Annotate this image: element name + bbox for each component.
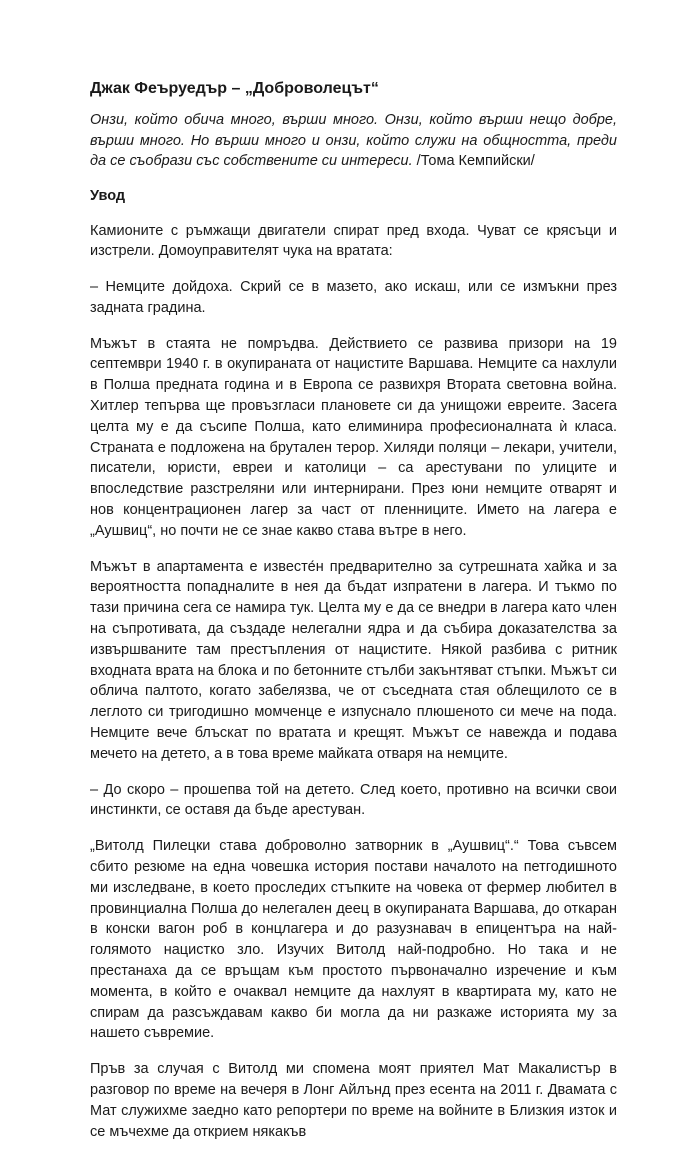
epigraph-quote: Онзи, който обича много, върши много. Онзи, който върши нещо добре, върши много. Но върши много и онзи, който служи на общността, преди да се съобрази със собствените си интереси.: [90, 112, 617, 169]
paragraph-7: Пръв за случая с Витолд ми спомена моят приятел Мат Макалистър в разговор по време на вечеря в Лонг Айлънд през есента на 2011 г. Двамата с Мат служихме заедно като репортери по време на войните в Близкия изток и се мъчехме да открием някакъв: [90, 1061, 617, 1140]
paragraph-4: Мъжът в апартамента е известе́н предварително за сутрешната хайка и за вероятността попадналите в нея да бъдат изпратени в лагера. И тъкмо по тази причина сега се намира тук. Целта му е да се внедри в лагера като член на съпротивата, да създаде нелегални ядра и да събира доказателства за извършваните там престъпления от нацистите. Някой разбива с ритник входната врата на блока и по бетонните стълби закънтяват стъпки. Мъжът си облича палтото, когато забелязва, че от съседната стая облещилото се в леглото си тригодишно момченце е изпуснало плюшеното си мече на пода. Немците вече блъскат по вратата и крещят. Мъжът се навежда и подава мечето на детето, а в това време майката отваря на немците.: [90, 558, 617, 762]
document-title: Джак Феъруедър – „Доброволецът“: [90, 80, 379, 97]
paragraph-3: Мъжът в стаята не помръдва. Действието се развива призори на 19 септември 1940 г. в окупираната от нацистите Варшава. Немците са нахлули в Полша предната година и в Европа се развихря Втората световна война. Хитлер тепърва ще провъзгласи плановете си да унищожи евреите. Засега целта му е да съсипе Полша, като елиминира професионалната ѝ класа. Страната е подложена на брутален терор. Хиляди поляци – лекари, учители, писатели, юристи, евреи и католици – са арестувани по улиците и впоследствие разстреляни или интернирани. През юни немците отварят и нов концентрационен лагер за част от пленниците. Името на лагера е „Аушвиц“, но почти не се знае какво става вътре в него.: [90, 335, 617, 539]
document-page: [90, 78, 617, 1157]
paragraph-2: – Немците дойдоха. Скрий се в мазето, ако искаш, или се измъкни през задната градина.: [90, 279, 617, 316]
paragraph-6: „Витолд Пилецки става доброволно затворник в „Аушвиц“.“ Това съвсем сбито резюме на една човешка история постави началото на петгодишното ми изследване, в което проследих стъпките на човека от фермер любител в провинциална Полша до нелегален деец в окупираната Варшава, до откаран в конски вагон роб в концлагера и до разузнавач в епицентъра на най-голямото нацистко зло. Изучих Витолд най-подробно. Но така и не престанаха да се връщам към простото първоначално изречение и към момента, в който е очаквал немците да нахлуят в квартирата му, като не спирам да разсъждавам какво би могла да ни разкаже историята му за нашето съвремие.: [90, 838, 617, 1042]
epigraph: [90, 110, 617, 172]
section-heading: Увод: [90, 187, 126, 204]
paragraph-1: Камионите с ръмжащи двигатели спират пред входа. Чуват се крясъци и изстрели. Домоуправителят чука на вратата:: [90, 222, 617, 260]
epigraph-attribution: /Тома Кемпийски/: [412, 153, 535, 169]
paragraph-5: – До скоро – прошепва той на детето. След което, противно на всички свои инстинкти, се оставя да бъде арестуван.: [90, 781, 617, 819]
